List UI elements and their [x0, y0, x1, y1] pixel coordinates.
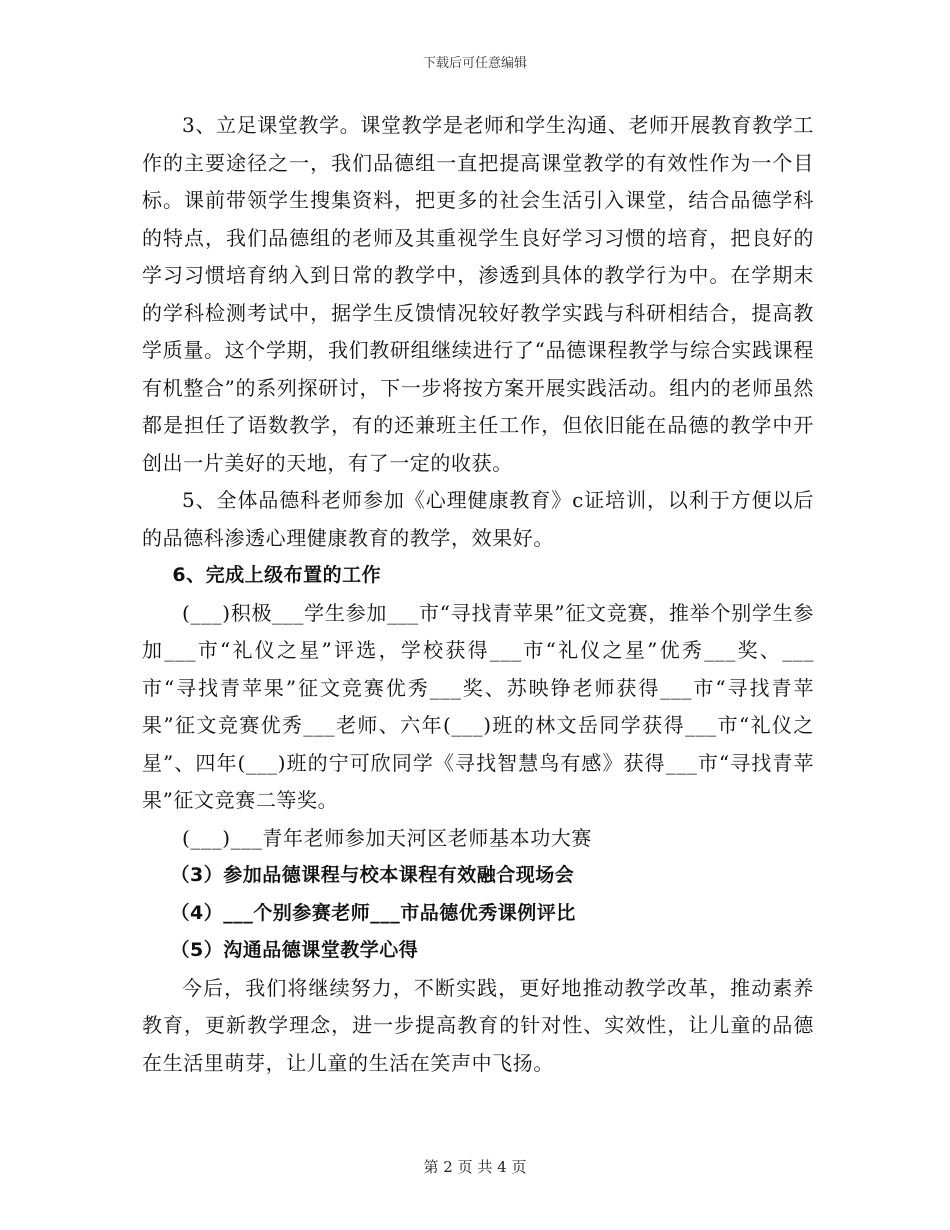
paragraph-conclusion: 今后，我们将继续努力，不断实践，更好地推动教学改革，推动素养教育，更新教学理念，进一步提高教育的针对性、实效性，让儿童的品德在生活里萌芽，让儿童的生活在笑声中飞扬。	[142, 975, 814, 1075]
document-body	[142, 107, 814, 1082]
sub-heading-4: （4）___个别参赛老师___市品德优秀课例评比	[170, 901, 576, 924]
paragraph-training: 5、全体品德科老师参加《心理健康教育》c证培训，以利于方便以后的品德科渗透心理健康教育的教学，效果好。	[142, 488, 814, 550]
page-number: 第 2 页 共 4 页	[423, 1158, 527, 1176]
paragraph-competitions: (___)积极___学生参加___市“寻找青苹果”征文竞赛，推举个别学生参加___市“礼仪之星”评选，学校获得___市“礼仪之星”优秀___奖、___市“寻找青苹果”征文竞赛优秀___奖、苏映铮老师获得___市“寻找青苹果”征文竞赛优秀___老师、六年(___)班的林文岳同学获得___市“礼仪之星”、四年(___)班的宁可欣同学《寻找智慧鸟有感》获得___市“寻找青苹果”征文竞赛二等奖。	[142, 600, 814, 812]
paragraph-young-teachers: (___)___青年老师参加天河区老师基本功大赛	[182, 825, 593, 850]
paragraph-classroom-teaching: 3、立足课堂教学。课堂教学是老师和学生沟通、老师开展教育教学工作的主要途径之一，我们品德组一直把提高课堂教学的有效性作为一个目标。课前带领学生搜集资料，把更多的社会生活引入课堂，结合品德学科的特点，我们品德组的老师及其重视学生良好学习习惯的培育，把良好的学习习惯培育纳入到日常的教学中，渗透到具体的教学行为中。在学期末的学科检测考试中，据学生反馈情况较好教学实践与科研相结合，提高教学质量。这个学期，我们教研组继续进行了“品德课程教学与综合实践课程有机整合”的系列探研讨，下一步将按方案开展实践活动。组内的老师虽然都是担任了语数教学，有的还兼班主任工作，但依旧能在品德的教学中开创出一片美好的天地，有了一定的收获。	[142, 113, 814, 475]
section-heading-tasks: 6、完成上级布置的工作	[172, 564, 382, 586]
sub-heading-5: （5）沟通品德课堂教学心得	[170, 939, 419, 961]
page-header: 下载后可任意编辑	[422, 56, 527, 71]
sub-heading-3: （3）参加品德课程与校本课程有效融合现场会	[170, 864, 575, 886]
